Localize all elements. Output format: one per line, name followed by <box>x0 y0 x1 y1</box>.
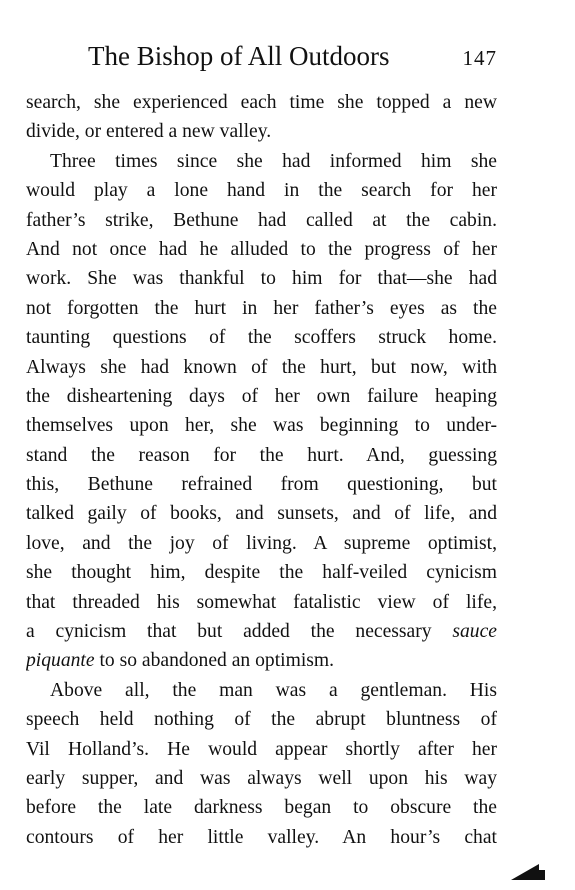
text-segment: not forgotten the hurt in her father’s eyes as the <box>26 297 497 319</box>
text-segment: father’s strike, Bethune had called at the cabin. <box>26 209 497 231</box>
text-line <box>26 676 497 705</box>
text-line <box>26 705 497 734</box>
italic-phrase: sauce <box>452 621 497 643</box>
text-segment: the disheartening days of her own failure heaping <box>26 385 497 407</box>
text-line <box>26 382 497 411</box>
text-line <box>26 323 497 352</box>
text-segment: a cynicism that but added the necessary <box>26 621 453 643</box>
text-segment: early supper, and was always well upon his way <box>26 767 497 789</box>
text-segment: contours of her little valley. An hour’s chat <box>26 826 497 848</box>
text-line <box>26 735 497 764</box>
text-segment: she thought him, despite the half-veiled cynicism <box>26 562 497 584</box>
text-segment: taunting questions of the scoffers struck home. <box>26 327 497 349</box>
running-head <box>26 38 497 74</box>
text-line <box>26 235 497 264</box>
text-segment: that threaded his somewhat fatalistic view of life, <box>26 591 497 613</box>
text-segment: Above all, the man was a gentleman. His <box>50 679 497 701</box>
text-line <box>26 764 497 793</box>
ink-blot-mark <box>511 864 539 880</box>
text-line <box>26 617 497 646</box>
text-line <box>26 558 497 587</box>
text-line <box>26 206 497 235</box>
text-line <box>26 88 497 117</box>
text-line <box>26 294 497 323</box>
text-segment: work. She was thankful to him for that—she had <box>26 268 497 290</box>
text-segment: Three times since she had informed him she <box>50 150 497 172</box>
text-segment: speech held nothing of the abrupt bluntness of <box>26 709 497 731</box>
text-segment: would play a lone hand in the search for her <box>26 180 497 202</box>
text-segment: to so abandoned an optimism. <box>94 650 335 672</box>
text-line <box>26 529 497 558</box>
book-page <box>26 0 497 890</box>
text-segment: themselves upon her, she was beginning to under- <box>26 415 497 437</box>
text-segment: this, Bethune refrained from questioning, but <box>26 474 497 496</box>
italic-phrase: piquante <box>26 650 95 672</box>
text-line <box>26 264 497 293</box>
text-segment: love, and the joy of living. A supreme optimist, <box>26 532 497 554</box>
text-line <box>26 646 497 675</box>
text-segment: divide, or entered a new valley. <box>26 121 272 143</box>
text-line <box>26 353 497 382</box>
text-line <box>26 176 497 205</box>
text-line <box>26 588 497 617</box>
body-text <box>26 88 497 852</box>
running-title: The Bishop of All Outdoors <box>88 41 390 71</box>
text-segment: And not once had he alluded to the progress of her <box>26 238 497 260</box>
text-line <box>26 793 497 822</box>
text-segment: Vil Holland’s. He would appear shortly after her <box>26 738 497 760</box>
text-line <box>26 823 497 852</box>
text-segment: stand the reason for the hurt. And, guessing <box>26 444 497 466</box>
text-line <box>26 499 497 528</box>
text-segment: before the late darkness began to obscure the <box>26 797 497 819</box>
text-line <box>26 147 497 176</box>
text-line <box>26 441 497 470</box>
text-line <box>26 411 497 440</box>
text-line <box>26 117 497 146</box>
text-segment: search, she experienced each time she topped a new <box>26 92 497 113</box>
text-segment: Always she had known of the hurt, but now, with <box>26 356 497 378</box>
text-segment: talked gaily of books, and sunsets, and of life, and <box>26 503 497 525</box>
page-number: 147 <box>462 46 497 70</box>
text-line <box>26 470 497 499</box>
